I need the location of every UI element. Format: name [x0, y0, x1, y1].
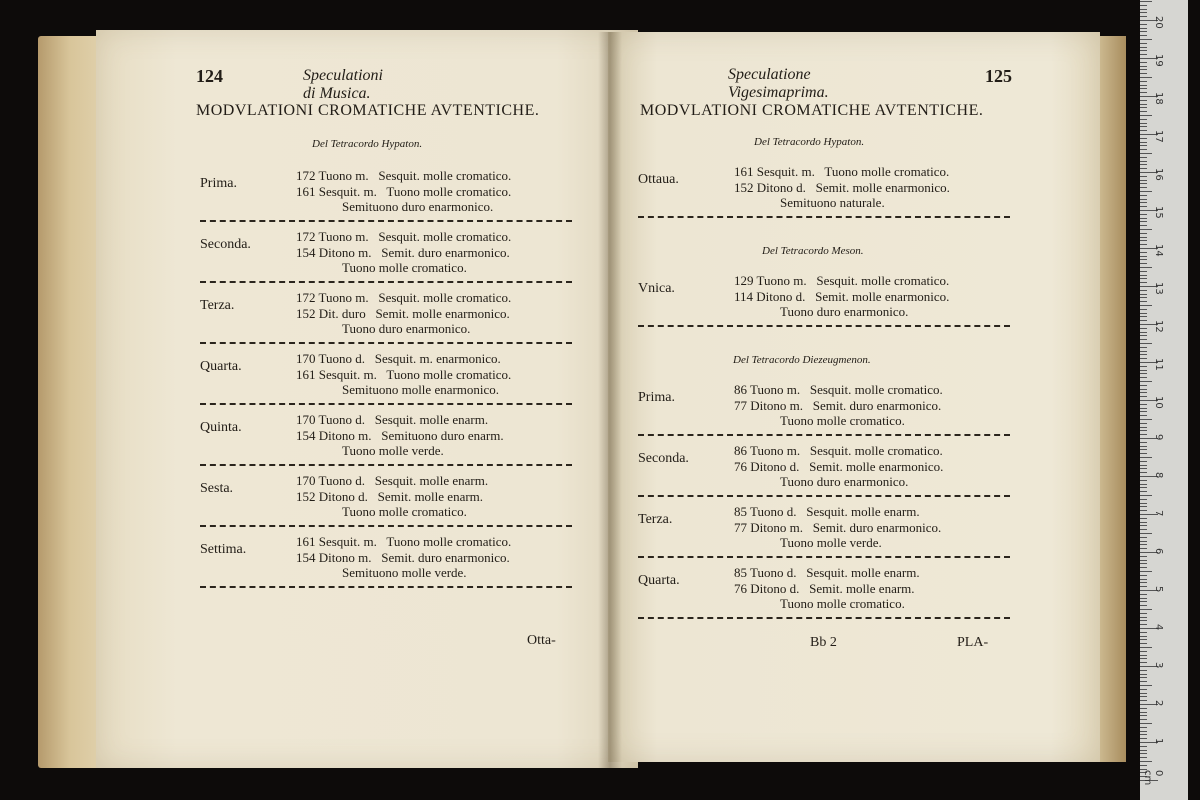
- ruler-tick: [1140, 525, 1147, 526]
- ruler-tick: [1140, 624, 1147, 625]
- ruler-tick: [1140, 408, 1147, 409]
- entry-line: 85 Tuono d. Sesquit. molle enarm.: [734, 504, 920, 519]
- ruler-tick: [1140, 107, 1147, 108]
- entry-line: 170 Tuono d. Sesquit. m. enarmonico.: [296, 351, 501, 366]
- ruler-tick: [1140, 655, 1147, 656]
- ruler-tick: [1140, 145, 1147, 146]
- ruler-tick: [1140, 168, 1147, 169]
- table-entry: [200, 412, 572, 462]
- ruler-tick: [1140, 206, 1147, 207]
- ruler-tick: [1140, 347, 1147, 348]
- ruler-tick: [1140, 335, 1147, 336]
- ruler-tick: [1140, 533, 1152, 534]
- table-entry: [200, 534, 572, 584]
- table-entry: [200, 229, 572, 279]
- dashed-rule: [638, 434, 1010, 436]
- ruler-tick: [1140, 313, 1147, 314]
- ruler-tick: [1140, 643, 1147, 644]
- ruler-tick: [1140, 719, 1147, 720]
- ruler-tick: [1140, 708, 1147, 709]
- ruler-tick: [1140, 1, 1152, 2]
- dashed-rule: [638, 495, 1010, 497]
- ruler-tick: [1140, 271, 1147, 272]
- ruler-tick: [1140, 301, 1147, 302]
- ruler-tick: [1140, 560, 1147, 561]
- ruler-number: 11: [1153, 358, 1164, 371]
- ruler-tick: [1140, 316, 1147, 317]
- ruler-number: 15: [1153, 206, 1164, 219]
- entry-label: Seconda.: [200, 237, 251, 252]
- ruler-tick: [1140, 81, 1147, 82]
- table-entry: [638, 443, 1010, 493]
- ruler-tick: [1140, 419, 1152, 420]
- ruler-tick: [1140, 126, 1147, 127]
- ruler-tick: [1140, 761, 1152, 762]
- ruler-tick: [1140, 229, 1152, 230]
- entry-line: 170 Tuono d. Sesquit. molle enarm.: [296, 412, 489, 427]
- ruler-tick: [1140, 50, 1147, 51]
- ruler-tick: [1140, 138, 1147, 139]
- ruler-number: 3: [1153, 662, 1164, 669]
- ruler-tick: [1140, 104, 1147, 105]
- entry-line: 86 Tuono m. Sesquit. molle cromatico.: [734, 382, 943, 397]
- entry-result: Tuono molle verde.: [342, 443, 444, 458]
- ruler-tick: [1140, 662, 1147, 663]
- right-catchword: PLA-: [957, 635, 989, 650]
- entry-line: 172 Tuono m. Sesquit. molle cromatico.: [296, 168, 512, 183]
- ruler-tick: [1140, 259, 1147, 260]
- dashed-rule: [200, 342, 572, 344]
- ruler-tick: [1140, 468, 1147, 469]
- entry-label: Settima.: [200, 542, 247, 557]
- ruler-tick: [1140, 499, 1147, 500]
- ruler-tick: [1140, 411, 1147, 412]
- ruler-tick: [1140, 392, 1147, 393]
- ruler-tick: [1140, 723, 1152, 724]
- ruler-tick: [1140, 9, 1147, 10]
- ruler-number: 16: [1153, 168, 1164, 181]
- ruler-tick: [1140, 5, 1147, 6]
- ruler-tick: [1140, 639, 1147, 640]
- ruler-tick: [1140, 544, 1147, 545]
- entry-result: Semituono molle verde.: [342, 565, 467, 580]
- entry-line: 172 Tuono m. Sesquit. molle cromatico.: [296, 290, 512, 305]
- dashed-rule: [638, 216, 1010, 218]
- entry-label: Quarta.: [638, 573, 680, 588]
- entry-result: Semituono molle enarmonico.: [342, 382, 500, 397]
- ruler-number: 10: [1153, 396, 1164, 409]
- ruler-tick: [1140, 161, 1147, 162]
- dashed-rule: [638, 325, 1010, 327]
- table-entry: [200, 290, 572, 340]
- entry-line: 154 Ditono m. Semit. duro enarmonico.: [296, 244, 510, 260]
- ruler-tick: [1140, 434, 1147, 435]
- ruler-tick: [1140, 427, 1147, 428]
- right-page-number: 125: [985, 66, 1012, 86]
- dashed-rule: [200, 586, 572, 588]
- entry-line: 172 Tuono m. Sesquit. molle cromatico.: [296, 229, 512, 244]
- entry-label: Vnica.: [638, 281, 675, 296]
- ruler-tick: [1140, 43, 1147, 44]
- ruler-tick: [1140, 237, 1147, 238]
- ruler-tick: [1140, 658, 1147, 659]
- ruler-tick: [1140, 765, 1147, 766]
- ruler-tick: [1140, 696, 1147, 697]
- ruler-number: 17: [1153, 130, 1164, 143]
- ruler-tick: [1140, 187, 1147, 188]
- ruler-tick: [1140, 111, 1147, 112]
- ruler-tick: [1140, 548, 1147, 549]
- ruler-tick: [1140, 62, 1147, 63]
- ruler-tick: [1140, 601, 1147, 602]
- book-gutter: [598, 32, 622, 768]
- ruler-tick: [1140, 620, 1147, 621]
- ruler-tick: [1140, 240, 1147, 241]
- ruler-tick: [1140, 651, 1147, 652]
- ruler-tick: [1140, 738, 1147, 739]
- entry-label: Sesta.: [200, 481, 234, 496]
- entry-result: Tuono duro enarmonico.: [780, 474, 909, 489]
- entry-line: 152 Ditono d. Semit. molle enarmonico.: [734, 179, 950, 195]
- ruler-tick: [1140, 613, 1147, 614]
- table-entry: [200, 473, 572, 523]
- entry-label: Terza.: [638, 512, 673, 527]
- ruler-number: 8: [1153, 472, 1164, 479]
- ruler-number: 18: [1153, 92, 1164, 105]
- entry-line: 76 Ditono d. Semit. molle enarm.: [734, 580, 915, 596]
- left-title: MODVLATIONI CROMATICHE AVTENTICHE.: [196, 102, 540, 119]
- ruler-tick: [1140, 647, 1152, 648]
- ruler-tick: [1140, 290, 1147, 291]
- ruler-tick: [1140, 685, 1152, 686]
- dashed-rule: [200, 403, 572, 405]
- ruler-tick: [1140, 385, 1147, 386]
- entry-label: Terza.: [200, 298, 235, 313]
- table-entry: [200, 168, 572, 218]
- ruler-tick: [1140, 582, 1147, 583]
- ruler-tick: [1140, 731, 1147, 732]
- ruler-tick: [1140, 12, 1147, 13]
- ruler-tick: [1140, 503, 1147, 504]
- ruler-tick: [1140, 195, 1147, 196]
- ruler-number: 13: [1153, 282, 1164, 295]
- ruler-tick: [1140, 670, 1147, 671]
- ruler-tick: [1140, 594, 1147, 595]
- ruler-tick: [1140, 753, 1147, 754]
- table-entry: [638, 382, 1010, 432]
- ruler-tick: [1140, 370, 1147, 371]
- entry-line: 77 Ditono m. Semit. duro enarmonico.: [734, 519, 942, 535]
- ruler-tick: [1140, 522, 1147, 523]
- entry-line: 76 Ditono d. Semit. molle enarmonico.: [734, 458, 944, 474]
- ruler-tick: [1140, 529, 1147, 530]
- ruler-tick: [1140, 16, 1147, 17]
- table-entry: [200, 351, 572, 401]
- ruler-tick: [1140, 176, 1147, 177]
- ruler-tick: [1140, 267, 1152, 268]
- ruler-tick: [1140, 39, 1152, 40]
- entry-line: 154 Ditono m. Semit. duro enarmonico.: [296, 549, 510, 565]
- ruler-tick: [1140, 377, 1147, 378]
- ruler-tick: [1140, 35, 1147, 36]
- signature-mark: Bb 2: [810, 635, 837, 650]
- ruler-tick: [1140, 617, 1147, 618]
- ruler-tick: [1140, 681, 1147, 682]
- entry-line: 129 Tuono m. Sesquit. molle cromatico.: [734, 273, 950, 288]
- ruler-tick: [1140, 278, 1147, 279]
- entry-line: 152 Ditono d. Semit. molle enarm.: [296, 488, 484, 504]
- entry-result: Tuono molle cromatico.: [780, 413, 905, 428]
- ruler-tick: [1140, 66, 1147, 67]
- ruler-tick: [1140, 430, 1147, 431]
- entry-label: Quinta.: [200, 420, 242, 435]
- ruler-tick: [1140, 734, 1147, 735]
- ruler-tick: [1140, 396, 1147, 397]
- ruler-number: 5: [1153, 586, 1164, 593]
- ruler-tick: [1140, 415, 1147, 416]
- ruler-tick: [1140, 73, 1147, 74]
- ruler-tick: [1140, 351, 1147, 352]
- ruler-tick: [1140, 142, 1147, 143]
- ruler-tick: [1140, 153, 1152, 154]
- ruler-unit-label: 0 cm: [1142, 770, 1164, 786]
- ruler-tick: [1140, 472, 1147, 473]
- ruler-tick: [1140, 449, 1147, 450]
- ruler-tick: [1140, 442, 1147, 443]
- entry-line: 154 Ditono m. Semituono duro enarm.: [296, 427, 504, 443]
- ruler-tick: [1140, 518, 1147, 519]
- ruler-tick: [1140, 305, 1152, 306]
- entry-line: 161 Sesquit. m. Tuono molle cromatico.: [296, 534, 512, 549]
- ruler-tick: [1140, 677, 1147, 678]
- ruler-tick: [1140, 495, 1152, 496]
- ruler-tick: [1140, 263, 1147, 264]
- ruler-tick: [1140, 221, 1147, 222]
- ruler-tick: [1140, 461, 1147, 462]
- entry-label: Quarta.: [200, 359, 242, 374]
- ruler-tick: [1140, 77, 1152, 78]
- ruler-number: 4: [1153, 624, 1164, 631]
- ruler-tick: [1140, 100, 1147, 101]
- right-page-edges: [1100, 36, 1126, 762]
- ruler-tick: [1140, 746, 1147, 747]
- ruler-tick: [1140, 88, 1147, 89]
- section-subhead: Del Tetracordo Diezeugmenon.: [733, 354, 871, 366]
- right-title: MODVLATIONI CROMATICHE AVTENTICHE.: [640, 102, 984, 119]
- ruler-tick: [1140, 510, 1147, 511]
- dashed-rule: [200, 464, 572, 466]
- ruler-tick: [1140, 69, 1147, 70]
- entry-result: Tuono duro enarmonico.: [342, 321, 471, 336]
- ruler-tick: [1140, 366, 1147, 367]
- entry-line: 170 Tuono d. Sesquit. molle enarm.: [296, 473, 489, 488]
- ruler-tick: [1140, 183, 1147, 184]
- ruler-tick: [1140, 689, 1147, 690]
- ruler-tick: [1140, 636, 1147, 637]
- section-subhead: Del Tetracordo Meson.: [762, 245, 864, 257]
- ruler-tick: [1140, 693, 1147, 694]
- entry-line: 86 Tuono m. Sesquit. molle cromatico.: [734, 443, 943, 458]
- ruler-tick: [1140, 457, 1152, 458]
- ruler-number: 20: [1153, 16, 1164, 29]
- ruler-tick: [1140, 297, 1147, 298]
- ruler-tick: [1140, 757, 1147, 758]
- ruler-number: 1: [1153, 738, 1164, 745]
- ruler-tick: [1140, 24, 1147, 25]
- ruler-tick: [1140, 252, 1147, 253]
- ruler-tick: [1140, 157, 1147, 158]
- ruler-tick: [1140, 218, 1147, 219]
- entry-line: 161 Sesquit. m. Tuono molle cromatico.: [734, 164, 950, 179]
- ruler-tick: [1140, 164, 1147, 165]
- entry-result: Tuono molle verde.: [780, 535, 882, 550]
- ruler-tick: [1140, 294, 1147, 295]
- entry-label: Prima.: [200, 176, 237, 191]
- ruler-number: 19: [1153, 54, 1164, 67]
- ruler-tick: [1140, 700, 1147, 701]
- table-entry: [638, 273, 1010, 323]
- ruler-tick: [1140, 332, 1147, 333]
- ruler-tick: [1140, 47, 1147, 48]
- left-subhead: Del Tetracordo Hypaton.: [312, 138, 423, 150]
- ruler-tick: [1140, 244, 1147, 245]
- ruler-tick: [1140, 92, 1147, 93]
- ruler-tick: [1140, 506, 1147, 507]
- ruler-tick: [1140, 225, 1147, 226]
- ruler-tick: [1140, 491, 1147, 492]
- ruler-tick: [1140, 750, 1147, 751]
- entry-result: Semituono duro enarmonico.: [342, 199, 494, 214]
- table-entry: [638, 504, 1010, 554]
- ruler-tick: [1140, 446, 1147, 447]
- ruler-tick: [1140, 31, 1147, 32]
- ruler-tick: [1140, 256, 1147, 257]
- left-running-head: Speculationi di Musica.: [303, 67, 383, 102]
- ruler-tick: [1140, 180, 1147, 181]
- ruler-tick: [1140, 605, 1147, 606]
- ruler-tick: [1140, 373, 1147, 374]
- ruler-tick: [1140, 309, 1147, 310]
- ruler-tick: [1140, 119, 1147, 120]
- dashed-rule: [200, 281, 572, 283]
- ruler-tick: [1140, 389, 1147, 390]
- measuring-ruler: [1140, 0, 1188, 800]
- ruler-tick: [1140, 381, 1152, 382]
- ruler-number: 14: [1153, 244, 1164, 257]
- ruler-tick: [1140, 480, 1147, 481]
- ruler-tick: [1140, 423, 1147, 424]
- ruler-tick: [1140, 202, 1147, 203]
- ruler-tick: [1140, 453, 1147, 454]
- ruler-number: 7: [1153, 510, 1164, 517]
- ruler-tick: [1140, 632, 1147, 633]
- entry-result: Tuono duro enarmonico.: [780, 304, 909, 319]
- entry-label: Ottaua.: [638, 172, 679, 187]
- entry-label: Seconda.: [638, 451, 689, 466]
- ruler-tick: [1140, 233, 1147, 234]
- ruler-tick: [1140, 579, 1147, 580]
- ruler-tick: [1140, 484, 1147, 485]
- ruler-number: 12: [1153, 320, 1164, 333]
- ruler-tick: [1140, 275, 1147, 276]
- entry-result: Semituono naturale.: [780, 195, 885, 210]
- left-catchword: Otta-: [527, 633, 556, 648]
- ruler-tick: [1140, 199, 1147, 200]
- ruler-tick: [1140, 571, 1152, 572]
- ruler-tick: [1140, 556, 1147, 557]
- ruler-tick: [1140, 282, 1147, 283]
- ruler-tick: [1140, 123, 1147, 124]
- table-entry: [638, 565, 1010, 615]
- ruler-tick: [1140, 465, 1147, 466]
- ruler-tick: [1140, 404, 1147, 405]
- ruler-tick: [1140, 115, 1152, 116]
- ruler-tick: [1140, 354, 1147, 355]
- ruler-tick: [1140, 339, 1147, 340]
- entry-result: Tuono molle cromatico.: [342, 504, 467, 519]
- ruler-tick: [1140, 575, 1147, 576]
- dashed-rule: [638, 617, 1010, 619]
- ruler-tick: [1140, 715, 1147, 716]
- ruler-tick: [1140, 674, 1147, 675]
- ruler-tick: [1140, 320, 1147, 321]
- entry-result: Tuono molle cromatico.: [342, 260, 467, 275]
- ruler-tick: [1140, 191, 1152, 192]
- ruler-tick: [1140, 85, 1147, 86]
- section-subhead: Del Tetracordo Hypaton.: [754, 136, 865, 148]
- ruler-tick: [1140, 598, 1147, 599]
- ruler-tick: [1140, 149, 1147, 150]
- ruler-tick: [1140, 130, 1147, 131]
- entry-label: Prima.: [638, 390, 675, 405]
- table-entry: [638, 164, 1010, 214]
- ruler-tick: [1140, 727, 1147, 728]
- ruler-tick: [1140, 328, 1147, 329]
- ruler-number: 6: [1153, 548, 1164, 555]
- ruler-tick: [1140, 358, 1147, 359]
- entry-line: 152 Dit. duro Semit. molle enarmonico.: [296, 305, 510, 321]
- ruler-number: 9: [1153, 434, 1164, 441]
- ruler-number: 2: [1153, 700, 1164, 707]
- entry-result: Tuono molle cromatico.: [780, 596, 905, 611]
- dashed-rule: [200, 525, 572, 527]
- ruler-tick: [1140, 712, 1147, 713]
- dashed-rule: [638, 556, 1010, 558]
- ruler-tick: [1140, 537, 1147, 538]
- ruler-tick: [1140, 214, 1147, 215]
- entry-line: 161 Sesquit. m. Tuono molle cromatico.: [296, 183, 512, 199]
- dashed-rule: [200, 220, 572, 222]
- ruler-tick: [1140, 343, 1152, 344]
- entry-line: 85 Tuono d. Sesquit. molle enarm.: [734, 565, 920, 580]
- left-page-number: 124: [196, 66, 223, 86]
- ruler-tick: [1140, 563, 1147, 564]
- ruler-tick: [1140, 28, 1147, 29]
- right-running-head: Speculatione Vigesimaprima.: [728, 66, 829, 101]
- ruler-tick: [1140, 54, 1147, 55]
- ruler-tick: [1140, 541, 1147, 542]
- ruler-tick: [1140, 609, 1152, 610]
- ruler-tick: [1140, 487, 1147, 488]
- entry-line: 77 Ditono m. Semit. duro enarmonico.: [734, 397, 942, 413]
- ruler-tick: [1140, 567, 1147, 568]
- entry-line: 161 Sesquit. m. Tuono molle cromatico.: [296, 366, 512, 382]
- ruler-tick: [1140, 586, 1147, 587]
- entry-line: 114 Ditono d. Semit. molle enarmonico.: [734, 288, 950, 304]
